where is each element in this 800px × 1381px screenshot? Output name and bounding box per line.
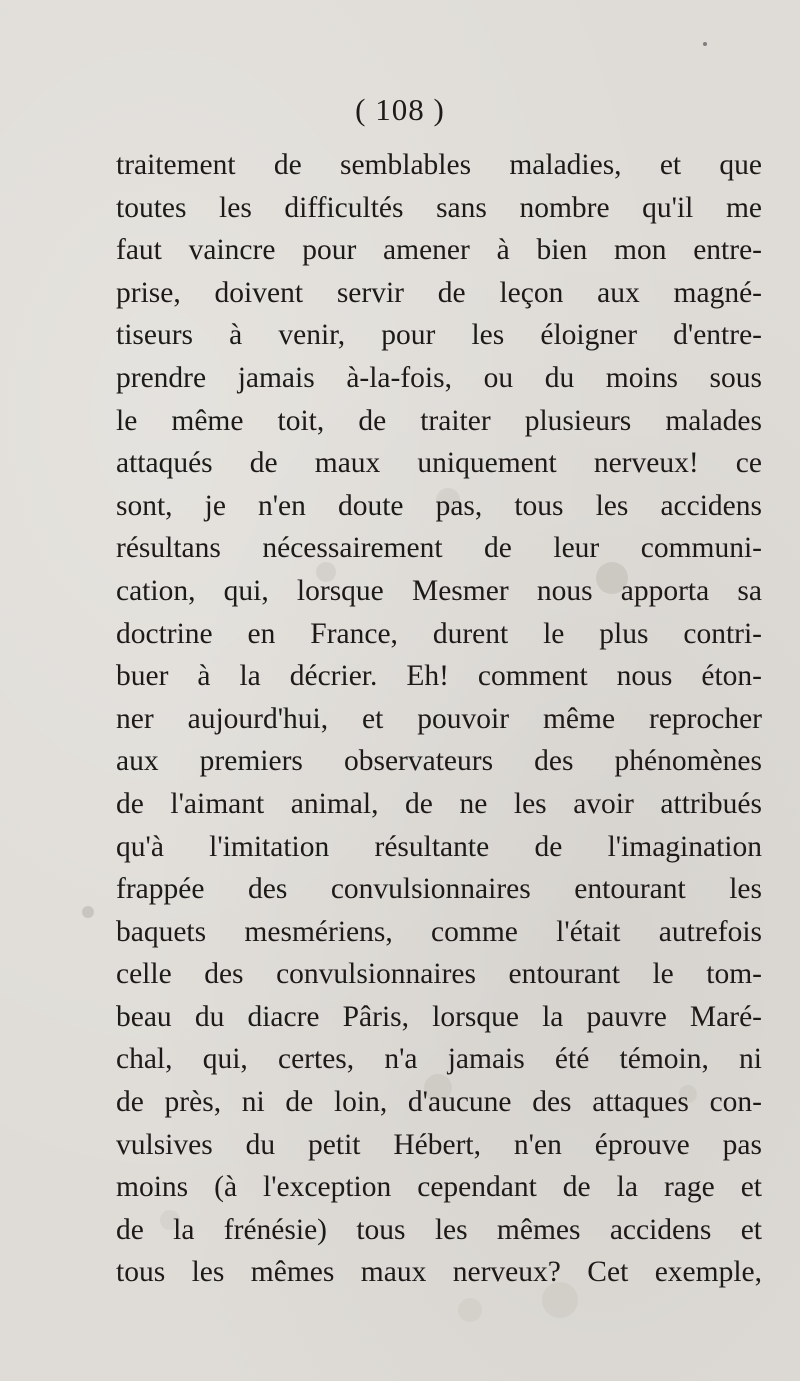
text-line: attaqués de maux uniquement nerveux! ce <box>116 447 762 480</box>
text-line: beau du diacre Pâris, lorsque la pauvre Maré- <box>116 1000 762 1033</box>
text-line: chal, qui, certes, n'a jamais été témoin, ni <box>116 1043 762 1076</box>
text-line: de près, ni de loin, d'aucune des attaques con- <box>116 1086 762 1119</box>
text-line: de l'aimant animal, de ne les avoir attribués <box>116 787 762 820</box>
text-line: traitement de semblables maladies, et que <box>116 149 762 181</box>
text-line: sont, je n'en doute pas, tous les accidens <box>116 489 762 522</box>
text-line: toutes les difficultés sans nombre qu'il me <box>116 191 762 224</box>
text-line: faut vaincre pour amener à bien mon entre- <box>116 234 762 267</box>
text-line: moins (à l'exception cependant de la rage et <box>116 1171 762 1204</box>
text-line: frappée des convulsionnaires entourant les <box>116 873 762 906</box>
text-line: prise, doivent servir de leçon aux magné- <box>116 276 762 309</box>
text-line: aux premiers observateurs des phénomènes <box>116 745 762 778</box>
text-line: baquets mesmériens, comme l'était autrefois <box>116 915 762 948</box>
text-line: qu'à l'imitation résultante de l'imagination <box>116 830 762 863</box>
text-line: résultans nécessairement de leur communi- <box>116 532 762 565</box>
text-line: tiseurs à venir, pour les éloigner d'entre- <box>116 319 762 352</box>
text-line: de la frénésie) tous les mêmes accidens et <box>116 1213 762 1246</box>
text-line: doctrine en France, durent le plus contri- <box>116 617 762 650</box>
text-line: tous les mêmes maux nerveux? Cet exemple, <box>116 1256 762 1289</box>
text-line: vulsives du petit Hébert, n'en éprouve pas <box>116 1128 762 1161</box>
text-line: prendre jamais à-la-fois, ou du moins sous <box>116 361 762 394</box>
body-text <box>116 144 762 1294</box>
text-line: buer à la décrier. Eh! comment nous éton- <box>116 660 762 693</box>
text-line: le même toit, de traiter plusieurs malades <box>116 404 762 437</box>
text-line: ner aujourd'hui, et pouvoir même reprocher <box>116 702 762 735</box>
text-line: celle des convulsionnaires entourant le tom- <box>116 958 762 991</box>
page-number: ( 108 ) <box>355 92 445 127</box>
text-line: cation, qui, lorsque Mesmer nous apporta sa <box>116 574 762 607</box>
